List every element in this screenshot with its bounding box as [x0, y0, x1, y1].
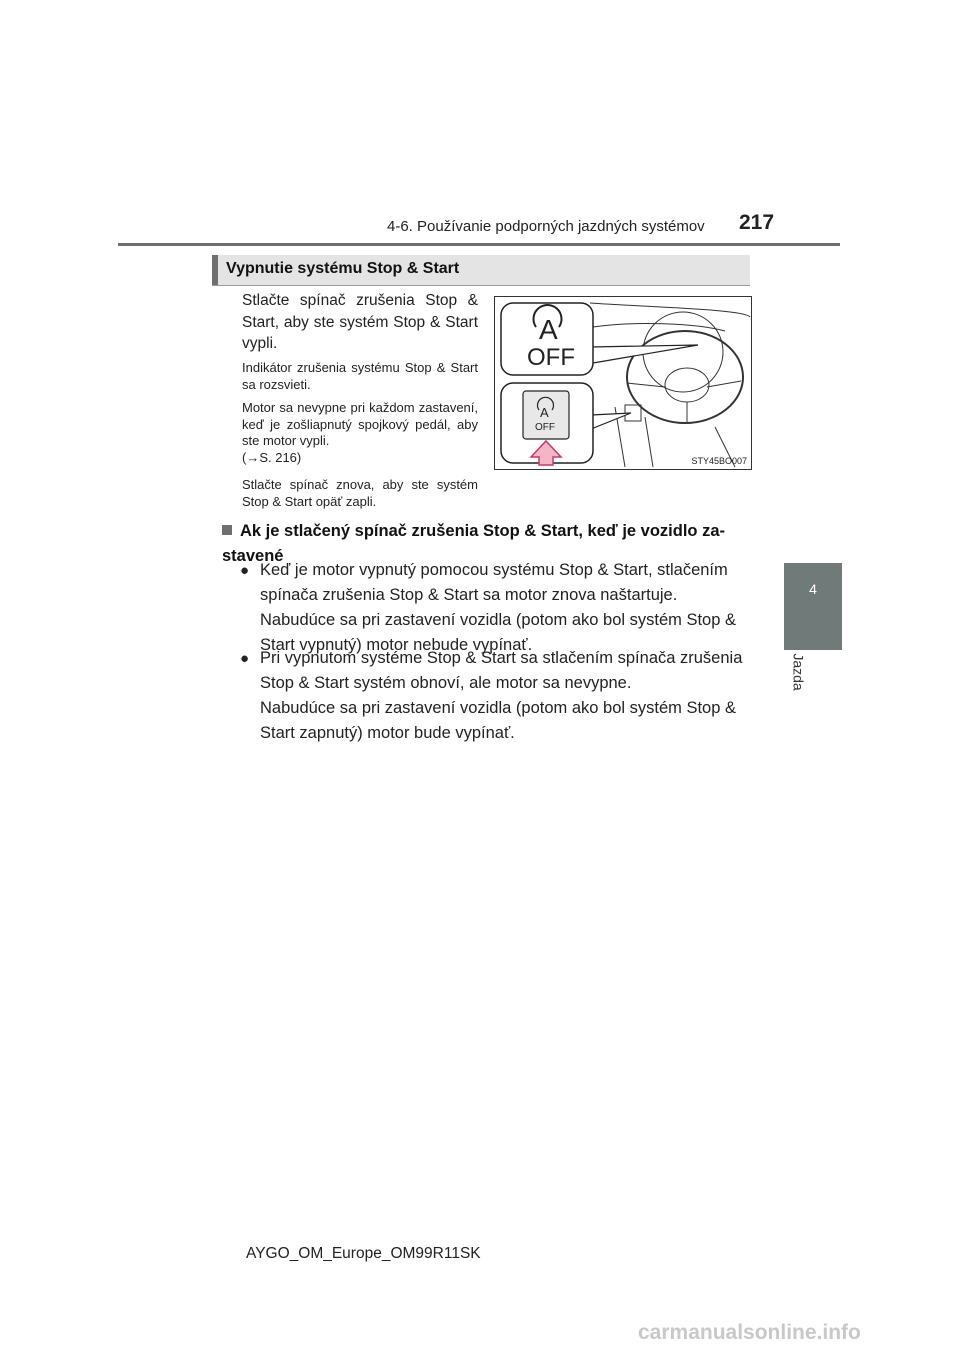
dash-outline: [590, 303, 750, 317]
chapter-tab-number: 4: [809, 581, 817, 597]
bullet-dot-icon: ●: [240, 650, 250, 667]
steering-hub: [665, 368, 709, 402]
chapter-tab-label-text: Jazda: [790, 653, 807, 691]
indicator-off-text: OFF: [527, 344, 575, 371]
section-title: Vypnutie systému Stop & Start: [226, 260, 460, 277]
header-divider: [118, 243, 840, 246]
bullet-text: Keď je motor vypnutý pomocou systému Stop & Start, stlačením spínača zrušenia Stop & Start sa motor znova naštartuje.: [260, 561, 728, 604]
figure-code: STY45BO007: [691, 456, 747, 466]
bullet-dot-icon: ●: [240, 562, 250, 579]
bullet-text: Pri vypnutom systéme Stop & Start sa stlačením spínača zrušenia Stop & Start systém obnoví, ale motor sa nevypne.: [260, 649, 743, 692]
section-heading-accent: [212, 255, 218, 285]
bullet-item: [240, 646, 746, 746]
page-reference-link[interactable]: (→S. 216): [242, 449, 302, 465]
intro-paragraph: Stlačte spínač zrušenia Stop & Start, aby ste systém Stop & Start vypli.: [242, 292, 478, 352]
section-heading: [212, 255, 750, 286]
indicator-letter: A: [539, 314, 558, 345]
chapter-tab-label: [792, 648, 812, 698]
site-watermark: carmanualsonline.info: [638, 1321, 861, 1344]
square-bullet-icon: [222, 525, 232, 535]
dash-line: [593, 324, 725, 331]
note-indicator: Indikátor zrušenia systému Stop & Start sa rozsvieti.: [242, 360, 478, 392]
note-reenable: Stlačte spínač znova, aby ste systém Stop & Start opäť zapli.: [242, 477, 478, 509]
note-clutch: [242, 400, 478, 466]
chapter-tab: [784, 563, 842, 650]
stop-start-switch-illustration: [494, 296, 752, 470]
subheading-text: Ak je stlačený spínač zrušenia Stop & Start, keď je vozidlo zastavené: [222, 522, 726, 565]
bullet-item: [240, 558, 746, 658]
page-number: 217: [739, 211, 775, 234]
bullet-text: Nabudúce sa pri zastavení vozidla (potom ako bol systém Stop & Start vypnutý) motor nebude vypínať.: [260, 611, 736, 654]
switch-off-text: OFF: [535, 422, 555, 433]
dashboard-drawing: [495, 297, 751, 469]
switch-letter: A: [540, 405, 549, 420]
chapter-title: 4-6. Používanie podporných jazdných systémov: [387, 218, 705, 235]
bullet-text: Nabudúce sa pri zastavení vozidla (potom ako bol systém Stop & Start zapnutý) motor bude vypínať.: [260, 699, 736, 742]
document-code-footer: AYGO_OM_Europe_OM99R11SK: [246, 1245, 481, 1262]
note-clutch-text: Motor sa nevypne pri každom zastavení, keď je zošliapnutý spojkový pedál, aby ste motor vypli.: [242, 400, 478, 448]
